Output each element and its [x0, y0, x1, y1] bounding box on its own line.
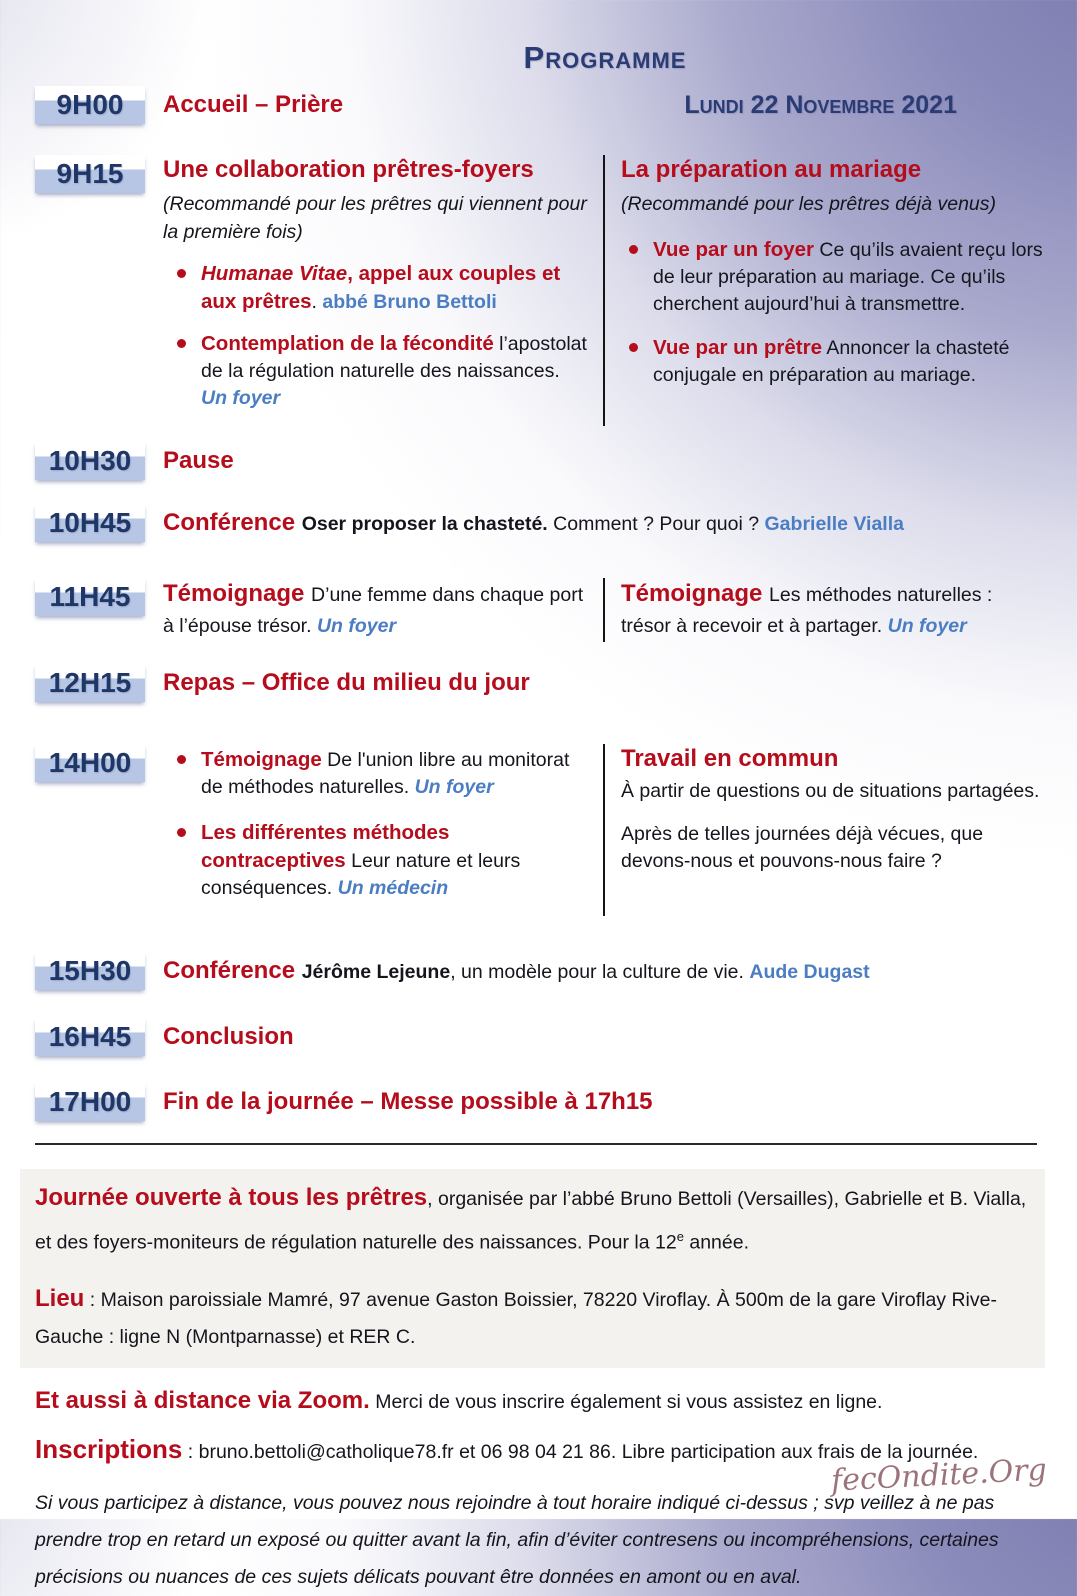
bullet-item-contemplation [163, 330, 589, 412]
bullet-body: Ce qu’ils avaient reçu lors de leur préparation au mariage. Ce qu’ils cherchent aujourd’hui à transmettre. [653, 239, 1043, 315]
event-type-label: Témoignage [163, 580, 312, 607]
bullet-dot-icon [629, 245, 638, 254]
event-title-12h15: Repas – Office du milieu du jour [163, 669, 530, 696]
bullet-title: Vue par un prêtre [653, 336, 822, 359]
event-10h45 [163, 504, 1045, 543]
time-badge-9h00: 9H00 [35, 86, 145, 124]
bullet-dot-icon [629, 343, 638, 352]
footer-lead: Et aussi à distance via Zoom. [35, 1386, 370, 1414]
schedule-row-14h00 [35, 744, 1045, 916]
event-16h45 [163, 1018, 1045, 1056]
speaker-name: Un foyer [316, 615, 397, 637]
time-badge-16h45: 16H45 [35, 1018, 145, 1056]
column-right-14h00 [605, 744, 1045, 916]
section-title-travail-commun: Travail en commun [621, 745, 839, 772]
speaker-name: Gabrielle Vialla [764, 513, 904, 535]
footer-body: année. [683, 1231, 749, 1254]
bullet-item-methodes-contraceptives [163, 819, 589, 902]
schedule-row-11h45 [35, 578, 1045, 642]
bullet-body: De l'union libre au monitorat de méthodes naturelles. [201, 749, 570, 798]
bullet-dot-icon [177, 339, 186, 348]
event-body: Comment ? Pour quoi ? [547, 513, 765, 535]
schedule-row-9h15 [35, 155, 1045, 426]
bullet-separator: . [311, 291, 323, 313]
footer-lead: Lieu [35, 1284, 85, 1312]
schedule-row-9h00 [35, 86, 1045, 124]
time-badge-11h45: 11H45 [35, 578, 145, 616]
section-paragraph: Après de telles journées déjà vécues, que devons-nous et pouvons-nous faire ? [621, 823, 984, 872]
speaker-name: Un foyer [201, 387, 281, 409]
footer-zoom-note [35, 1382, 1045, 1421]
bullet-body: Annoncer la chasteté conjugale en préparation au mariage. [653, 337, 1010, 386]
bullet-title: , appel aux couples et aux prêtres [201, 262, 561, 313]
footer-open-day [35, 1179, 1033, 1262]
bullet-text [201, 330, 589, 412]
speaker-name: Un médecin [337, 877, 449, 899]
event-14h00 [163, 744, 1045, 916]
event-body: D’une femme dans chaque port à l’épouse trésor. [163, 584, 584, 637]
schedule-row-17h00 [35, 1083, 1045, 1121]
event-11h45 [163, 578, 1045, 642]
section-title-collaboration: Une collaboration prêtres-foyers [163, 156, 534, 183]
section-paragraph: À partir de questions ou de situations partagées. [621, 780, 1040, 802]
schedule-row-12h15 [35, 664, 1045, 702]
event-type-label: Conférence [163, 509, 302, 536]
event-12h15 [163, 664, 1045, 702]
bullet-item-humanae-vitae [163, 260, 589, 316]
column-right-11h45 [605, 578, 1045, 642]
time-badge-10h30: 10H30 [35, 442, 145, 480]
bullet-dot-icon [177, 269, 186, 278]
event-10h30 [163, 442, 1045, 480]
event-9h15 [163, 155, 1045, 426]
time-badge-9h15: 9H15 [35, 155, 145, 193]
schedule-row-10h30 [35, 442, 1045, 480]
bullet-item-vue-pretre [621, 334, 1045, 389]
speaker-name: Un foyer [414, 776, 494, 798]
bullet-text [653, 334, 1045, 389]
event-type-label: Conférence [163, 957, 302, 984]
speaker-name: Aude Dugast [749, 961, 870, 983]
speaker-name: Un foyer [887, 615, 967, 637]
event-body: , un modèle pour la culture de vie. [450, 961, 750, 983]
column-right-9h15 [605, 155, 1045, 426]
time-badge-14h00: 14H00 [35, 744, 145, 782]
section-subtitle-preparation: (Recommandé pour les prêtres déjà venus) [621, 193, 997, 215]
footer-body: : Maison paroissiale Mamré, 97 avenue Gaston Boissier, 78220 Viroflay. À 500m de la gare Viroflay Rive-Gauche : ligne N (Montparnasse) et RER C. [35, 1288, 997, 1348]
footer-lead: Journée ouverte à tous les prêtres [35, 1184, 428, 1211]
event-title-10h30: Pause [163, 447, 234, 474]
bullet-text [201, 746, 589, 801]
event-17h00 [163, 1083, 1045, 1121]
bullet-title: Les différentes méthodes contraceptives [201, 821, 450, 872]
section-subtitle-collaboration: (Recommandé pour les prêtres qui viennent pour la première fois) [163, 193, 587, 243]
event-date: Lundi 22 Novembre 2021 [684, 91, 957, 119]
bullet-text [653, 236, 1045, 318]
column-left-9h15 [163, 155, 603, 426]
bullet-item-temoignage [163, 746, 589, 801]
page-title: Programme [523, 40, 687, 75]
time-badge-10h45: 10H45 [35, 504, 145, 542]
bullet-body: Leur nature et leurs conséquences. [201, 850, 521, 899]
bullet-list [163, 746, 589, 902]
time-badge-15h30: 15H30 [35, 952, 145, 990]
footer-lead: Inscriptions [35, 1433, 183, 1464]
bullet-title: Contemplation de la fécondité [201, 332, 494, 355]
bullet-title: Témoignage [201, 748, 322, 771]
column-left-14h00 [163, 744, 603, 916]
event-title-17h00: Fin de la journée – Messe possible à 17h15 [163, 1088, 653, 1115]
event-title-16h45: Conclusion [163, 1023, 294, 1050]
event-line [163, 504, 1045, 543]
column-left-11h45 [163, 578, 603, 642]
footer-panel [20, 1169, 1045, 1368]
event-title-bold: Jérôme Lejeune [301, 961, 451, 983]
schedule-row-16h45 [35, 1018, 1045, 1056]
horizontal-separator [35, 1143, 1037, 1145]
bullet-text [201, 819, 589, 902]
time-badge-12h15: 12H15 [35, 664, 145, 702]
superscript-e: e [676, 1229, 684, 1244]
bullet-dot-icon [177, 755, 186, 764]
footer-body-email: : bruno.bettoli@catholique78.fr et 06 98 04 21 86. Libre participation aux frais de la journée. [182, 1440, 979, 1463]
footer-location [35, 1280, 1033, 1356]
bullet-text [201, 260, 589, 316]
event-line [163, 952, 1045, 991]
footer-body: Merci de vous inscrire également si vous assistez en ligne. [369, 1390, 883, 1413]
event-15h30 [163, 952, 1045, 991]
event-title-9h00: Accueil – Prière [163, 91, 344, 118]
time-badge-17h00: 17H00 [35, 1083, 145, 1121]
schedule-row-15h30 [35, 952, 1045, 991]
bullet-body: l’apostolat de la régulation naturelle des naissances. [201, 333, 587, 382]
footer-remote-note: Si vous participez à distance, vous pouvez nous rejoindre à tout horaire indiqué ci-dessus ; svp veillez à ne pas prendre trop en retard un exposé ou quitter avant la fin, afin d’éviter contresens ou incompréhensions, certaines précisions ou nuances de ces sujets délicats pouvant être données en amont ou en aval. [35, 1491, 999, 1588]
event-type-label: Témoignage [621, 580, 770, 607]
bullet-dot-icon [177, 828, 186, 837]
speaker-name: abbé Bruno Bettoli [322, 291, 497, 313]
event-body: Les méthodes naturelles : trésor à recevoir et à partager. [621, 584, 993, 637]
bullet-item-vue-foyer [621, 236, 1045, 318]
footer-body: , organisée par l’abbé Bruno Bettoli (Versailles), Gabrielle et B. Vialla, et des foyers-moniteurs de régulation naturelle des naissances. Pour la 12 [35, 1188, 1027, 1254]
bullet-list [163, 260, 589, 412]
watermark-fecondite: fecOndite.Org [830, 1452, 1048, 1499]
section-title-preparation-mariage: La préparation au mariage [621, 156, 922, 183]
bullet-list [621, 236, 1045, 389]
bullet-title: Vue par un foyer [653, 238, 814, 261]
footer-info [35, 1169, 1048, 1596]
schedule-row-10h45 [35, 504, 1045, 543]
bullet-title-italic: Humanae Vitae [201, 262, 348, 285]
event-title-bold: Oser proposer la chasteté. [301, 513, 548, 535]
event-9h00 [163, 86, 684, 124]
